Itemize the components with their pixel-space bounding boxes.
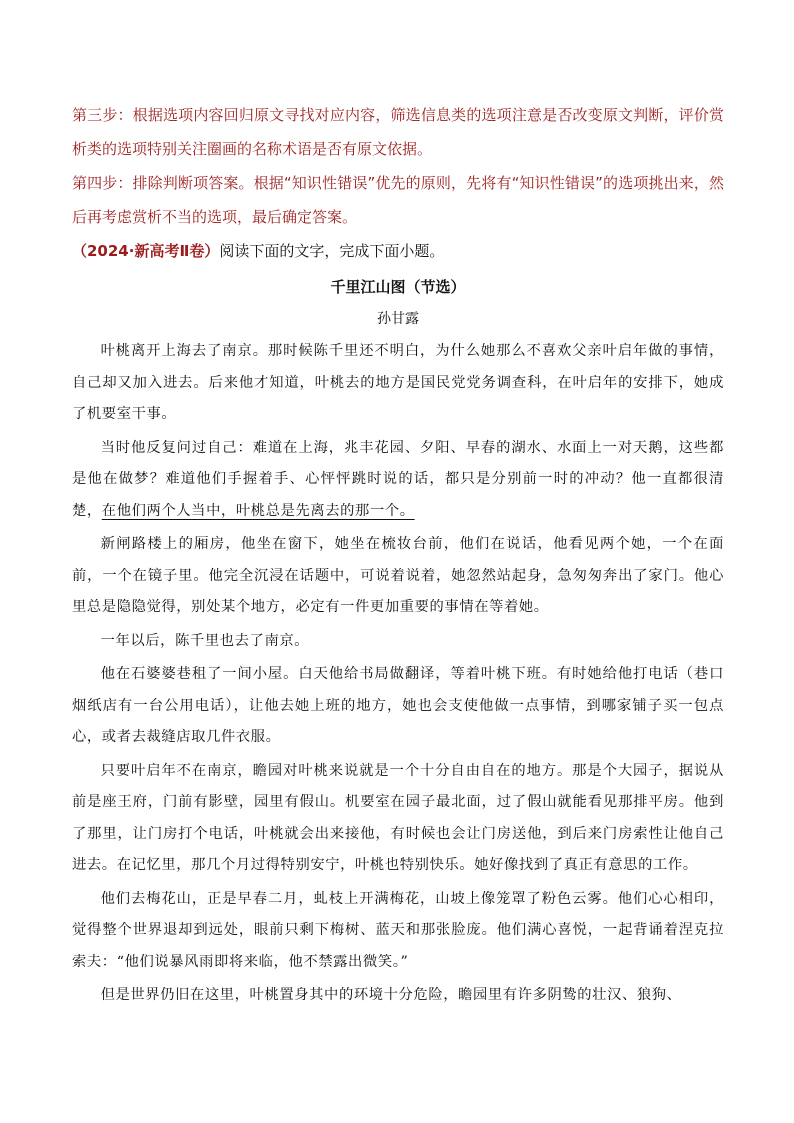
question-instruction: 阅读下面的文字，完成下面小题。 <box>219 242 445 260</box>
paragraph-2-text: 当时他反复问过自己：难道在上海，兆丰花园、夕阳、早春的湖水、水面上一对天鹅，这些都是他在做梦？难道他们手握着手、心怦怦跳时说的话，都只是分别前一时的冲动？他一直都很清楚， <box>72 439 724 519</box>
paragraph-8: 但是世界仍旧在这里，叶桃置身其中的环境十分危险，瞻园里有许多阴鸷的壮汉、狼狗、 <box>100 987 682 1003</box>
paragraph-3: 新闸路楼上的厢房，他坐在窗下，她坐在梳妆台前，他们在说话，他看见两个她，一个在面前，一个在镜子里。他完全沉浸在话题中，可说着说着，她忽然站起身，急匆匆奔出了家门。他心里总是隐隐觉得，别处某个地方，必定有一件更加重要的事情在等着她。 <box>72 536 724 615</box>
paragraph-4: 一年以后，陈千里也去了南京。 <box>100 632 310 649</box>
question-intro <box>72 234 724 268</box>
paragraph-6: 只要叶启年不在南京，瞻园对叶桃来说就是一个十分自由自在的地方。那是个大园子，据说从前是座王府，门前有影壁，园里有假山。机要室在园子最北面，过了假山就能看见那排平房。他到了那里，让门房打个电话，叶桃就会出来接他，有时候也会让门房送他，到后来门房索性让他自己进去。在记忆里，那几个月过得特别安宁，叶桃也特别快乐。她好像找到了真正有意思的工作。 <box>72 762 724 873</box>
paragraph-1: 叶桃离开上海去了南京。那时候陈千里还不明白，为什么她那么不喜欢父亲叶启年做的事情，自己却又加入进去。后来他才知道，叶桃去的地方是国民党党务调查科，在叶启年的安排下，她成了机要室干事。 <box>72 343 724 422</box>
document-page <box>72 98 724 1014</box>
question-source: （2024·新高考Ⅱ卷） <box>72 242 220 260</box>
method-step-4: 第四步：排除判断项答案。根据“知识性错误”优先的原则，先将有“知识性错误”的选项挑出来，然后再考虑赏析不当的选项，最后确定答案。 <box>72 174 724 226</box>
article-author: 孙甘露 <box>377 311 419 327</box>
underlined-sentence: 在他们两个人当中，叶桃总是先离去的那一个。 <box>101 502 415 519</box>
paragraph-5: 他在石婆婆巷租了一间小屋。白天他给书局做翻译，等着叶桃下班。有时她给他打电话（巷口烟纸店有一台公用电话），让他去她上班的地方，她也会支使他做一点事情，到哪家铺子买一包点心，或者去裁缝店取几件衣服。 <box>72 666 724 745</box>
article-title: 千里江山图（节选） <box>330 278 466 296</box>
paragraph-2 <box>72 433 724 528</box>
paragraph-7: 他们去梅花山，正是早春二月，虬枝上开满梅花，山坡上像笼罩了粉色云雾。他们心心相印，觉得整个世界退却到远处，眼前只剩下梅树、蓝天和那张脸庞。他们满心喜悦，一起背诵着涅克拉索夫：“他们说暴风雨即将来临，他不禁露出微笑。” <box>72 890 724 970</box>
method-step-3: 第三步：根据选项内容回归原文寻找对应内容，筛选信息类的选项注意是否改变原文判断，评价赏析类的选项特别关注圈画的名称术语是否有原文依据。 <box>72 106 724 158</box>
